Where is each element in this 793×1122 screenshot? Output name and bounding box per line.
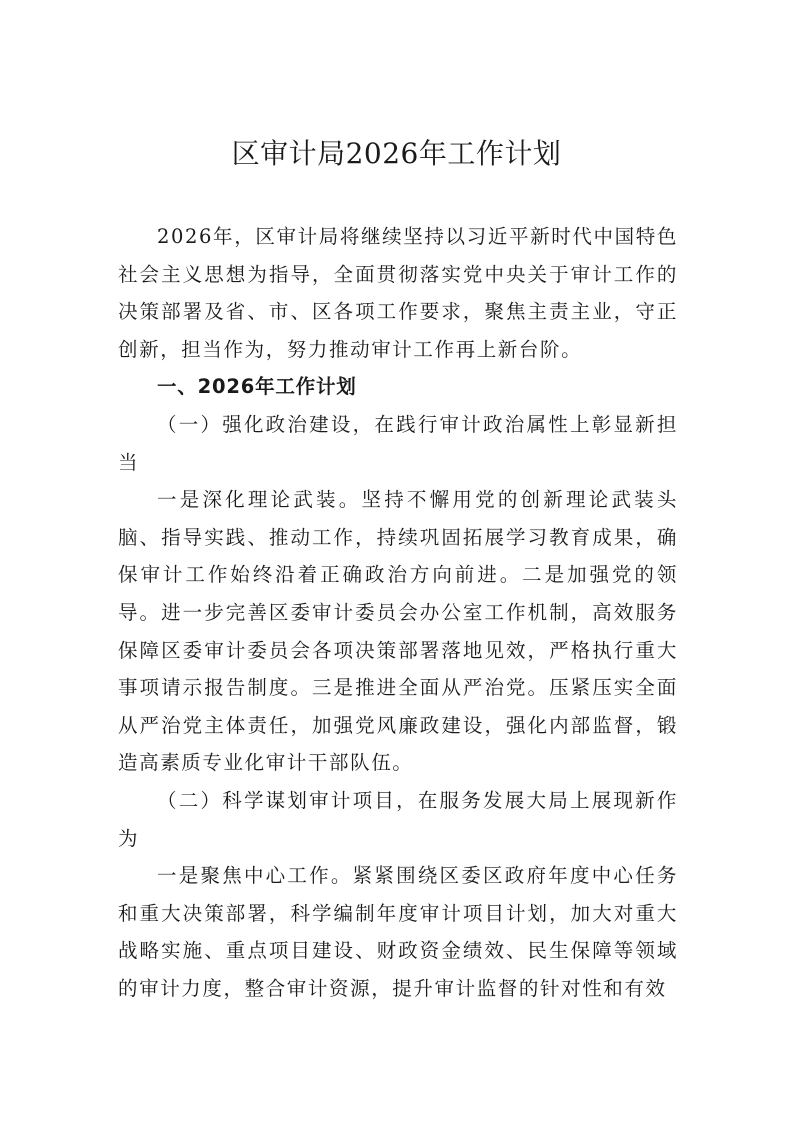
document-title: 区审计局2026年工作计划 [231, 137, 562, 170]
document-body [118, 218, 678, 1007]
subsection-heading-1: （一）强化政治建设，在践行审计政治属性上彰显新担当 [118, 412, 678, 474]
intro-paragraph: 2026年，区审计局将继续坚持以习近平新时代中国特色社会主义思想为指导，全面贯彻落实党中央关于审计工作的决策部署及省、市、区各项工作要求，聚焦主责主业，守正创新，担当作为，努力推动审计工作再上新台阶。 [118, 225, 678, 361]
subsection-body-2: 一是聚焦中心工作。紧紧围绕区委区政府年度中心任务和重大决策部署，科学编制年度审计项目计划，加大对重大战略实施、重点项目建设、财政资金绩效、民生保障等领域的审计力度，整合审计资源，提升审计监督的针对性和有效 [118, 864, 678, 1000]
subsection-body-1: 一是深化理论武装。坚持不懈用党的创新理论武装头脑、指导实践、推动工作，持续巩固拓展学习教育成果，确保审计工作始终沿着正确政治方向前进。二是加强党的领导。进一步完善区委审计委员会办公室工作机制，高效服务保障区委审计委员会各项决策部署落地见效，严格执行重大事项请示报告制度。三是推进全面从严治党。压紧压实全面从严治党主体责任，加强党风廉政建设，强化内部监督，锻造高素质专业化审计干部队伍。 [118, 488, 678, 775]
subsection-heading-2: （二）科学谋划审计项目，在服务发展大局上展现新作为 [118, 788, 678, 850]
section-heading: 一、2026年工作计划 [157, 375, 357, 399]
